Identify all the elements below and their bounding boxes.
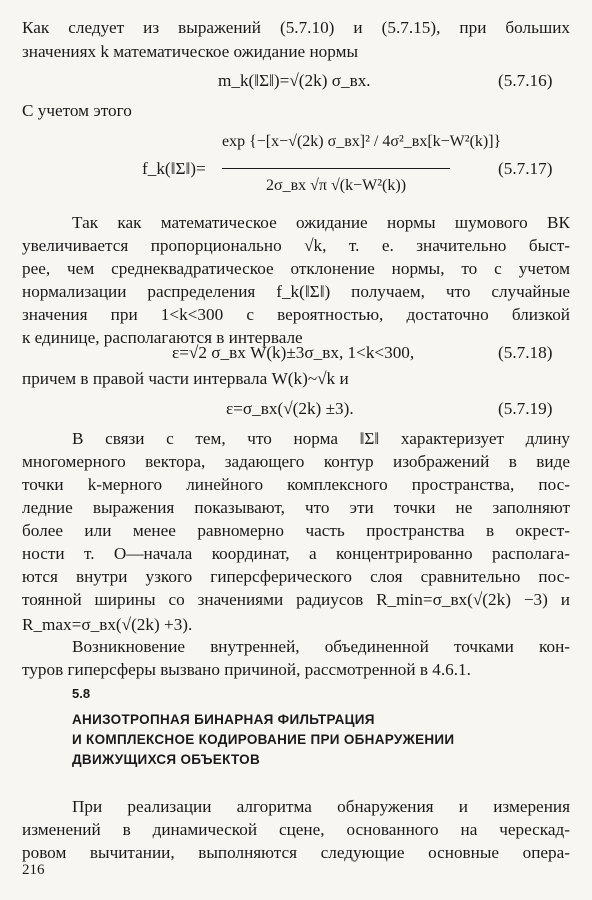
para1-line2: значениях k математическое ожидание нормы (22, 42, 359, 61)
section-number: 5.8 (72, 686, 91, 701)
para5-line3: ровом вычитании, выполняются следующие основные опера- (22, 843, 570, 862)
equation-5-7-17-lhs: f_k(‖Σ‖)= (142, 159, 206, 178)
para3-line6: ности т. O—начала координат, а концентрированно располага- (22, 544, 570, 563)
para4-line2: туров гиперсферы вызвано причиной, рассмотренной в 4.6.1. (22, 660, 471, 679)
para2-line5: значения при 1<k<300 с вероятностью, достаточно близкой (22, 305, 570, 324)
equation-5-7-17-numerator: exp {−[x−√(2k) σ_вх]² / 4σ²_вх[k−W²(k)]} (222, 133, 502, 150)
section-title-line1: АНИЗОТРОПНАЯ БИНАРНАЯ ФИЛЬТРАЦИЯ (72, 712, 375, 727)
para3-line9: R_max=σ_вх(√(2k) +3). (22, 615, 193, 634)
section-title-line3: ДВИЖУЩИХСЯ ОБЪЕКТОВ (72, 752, 261, 767)
para3-line3: точки k-мерного линейного комплексного пространства, пос- (22, 475, 570, 494)
equation-number-5-7-19: (5.7.19) (498, 399, 553, 418)
para1-line1: Как следует из выражений (5.7.10) и (5.7.15), при больших (22, 18, 570, 37)
para3-line8: тоянной ширины со значениями радиусов R_min=σ_вх(√(2k) −3) и (22, 590, 570, 609)
para3-line5: более или менее равномерно часть пространства в окрест- (22, 521, 570, 540)
para5-line2: изменений в динамической сцене, основанного на черескад- (22, 820, 570, 839)
para3-line2: многомерного вектора, задающего контур изображений в виде (22, 452, 570, 471)
para2-line3: рее, чем среднеквадратическое отклонение нормы, то с учетом (22, 259, 570, 278)
equation-number-5-7-16: (5.7.16) (498, 71, 553, 90)
equation-5-7-18: ε=√2 σ_вх W(k)±3σ_вх, 1<k<300, (172, 343, 415, 362)
para2-line4: нормализации распределения f_k(‖Σ‖) получаем, что случайные (22, 282, 570, 301)
para3-line4: ледние выражения показывают, что эти точки не заполняют (22, 498, 570, 517)
equation-5-7-16: m_k(‖Σ‖)=√(2k) σ_вх. (218, 71, 371, 90)
equation-5-7-19: ε=σ_вх(√(2k) ±3). (226, 399, 354, 418)
para4-line1: Возникновение внутренней, объединенной точками кон- (72, 637, 570, 656)
equation-number-5-7-18: (5.7.18) (498, 343, 553, 362)
para2-line2: увеличивается пропорционально √k, т. е. значительно быст- (22, 236, 570, 255)
with-this-text: С учетом этого (22, 101, 132, 120)
section-title-line2: И КОМПЛЕКСНОЕ КОДИРОВАНИЕ ПРИ ОБНАРУЖЕНИИ (72, 732, 455, 747)
equation-number-5-7-17: (5.7.17) (498, 159, 553, 178)
fraction-bar (222, 168, 450, 169)
equation-5-7-17-denominator: 2σ_вх √π √(k−W²(k)) (265, 177, 407, 194)
para2-line6: к единице, располагаются в интервале (22, 328, 303, 347)
page-number: 216 (22, 862, 45, 878)
para3-line1: В связи с тем, что норма ‖Σ‖ характеризует длину (72, 429, 570, 448)
para5-line1: При реализации алгоритма обнаружения и измерения (72, 797, 570, 816)
right-part-text: причем в правой части интервала W(k)~√k и (22, 369, 349, 388)
para2-line1: Так как математическое ожидание нормы шумового ВК (72, 213, 570, 232)
para3-line7: ются внутри узкого гиперсферического слоя сравнительно пос- (22, 567, 570, 586)
equation-5-7-17-fraction (222, 118, 502, 202)
